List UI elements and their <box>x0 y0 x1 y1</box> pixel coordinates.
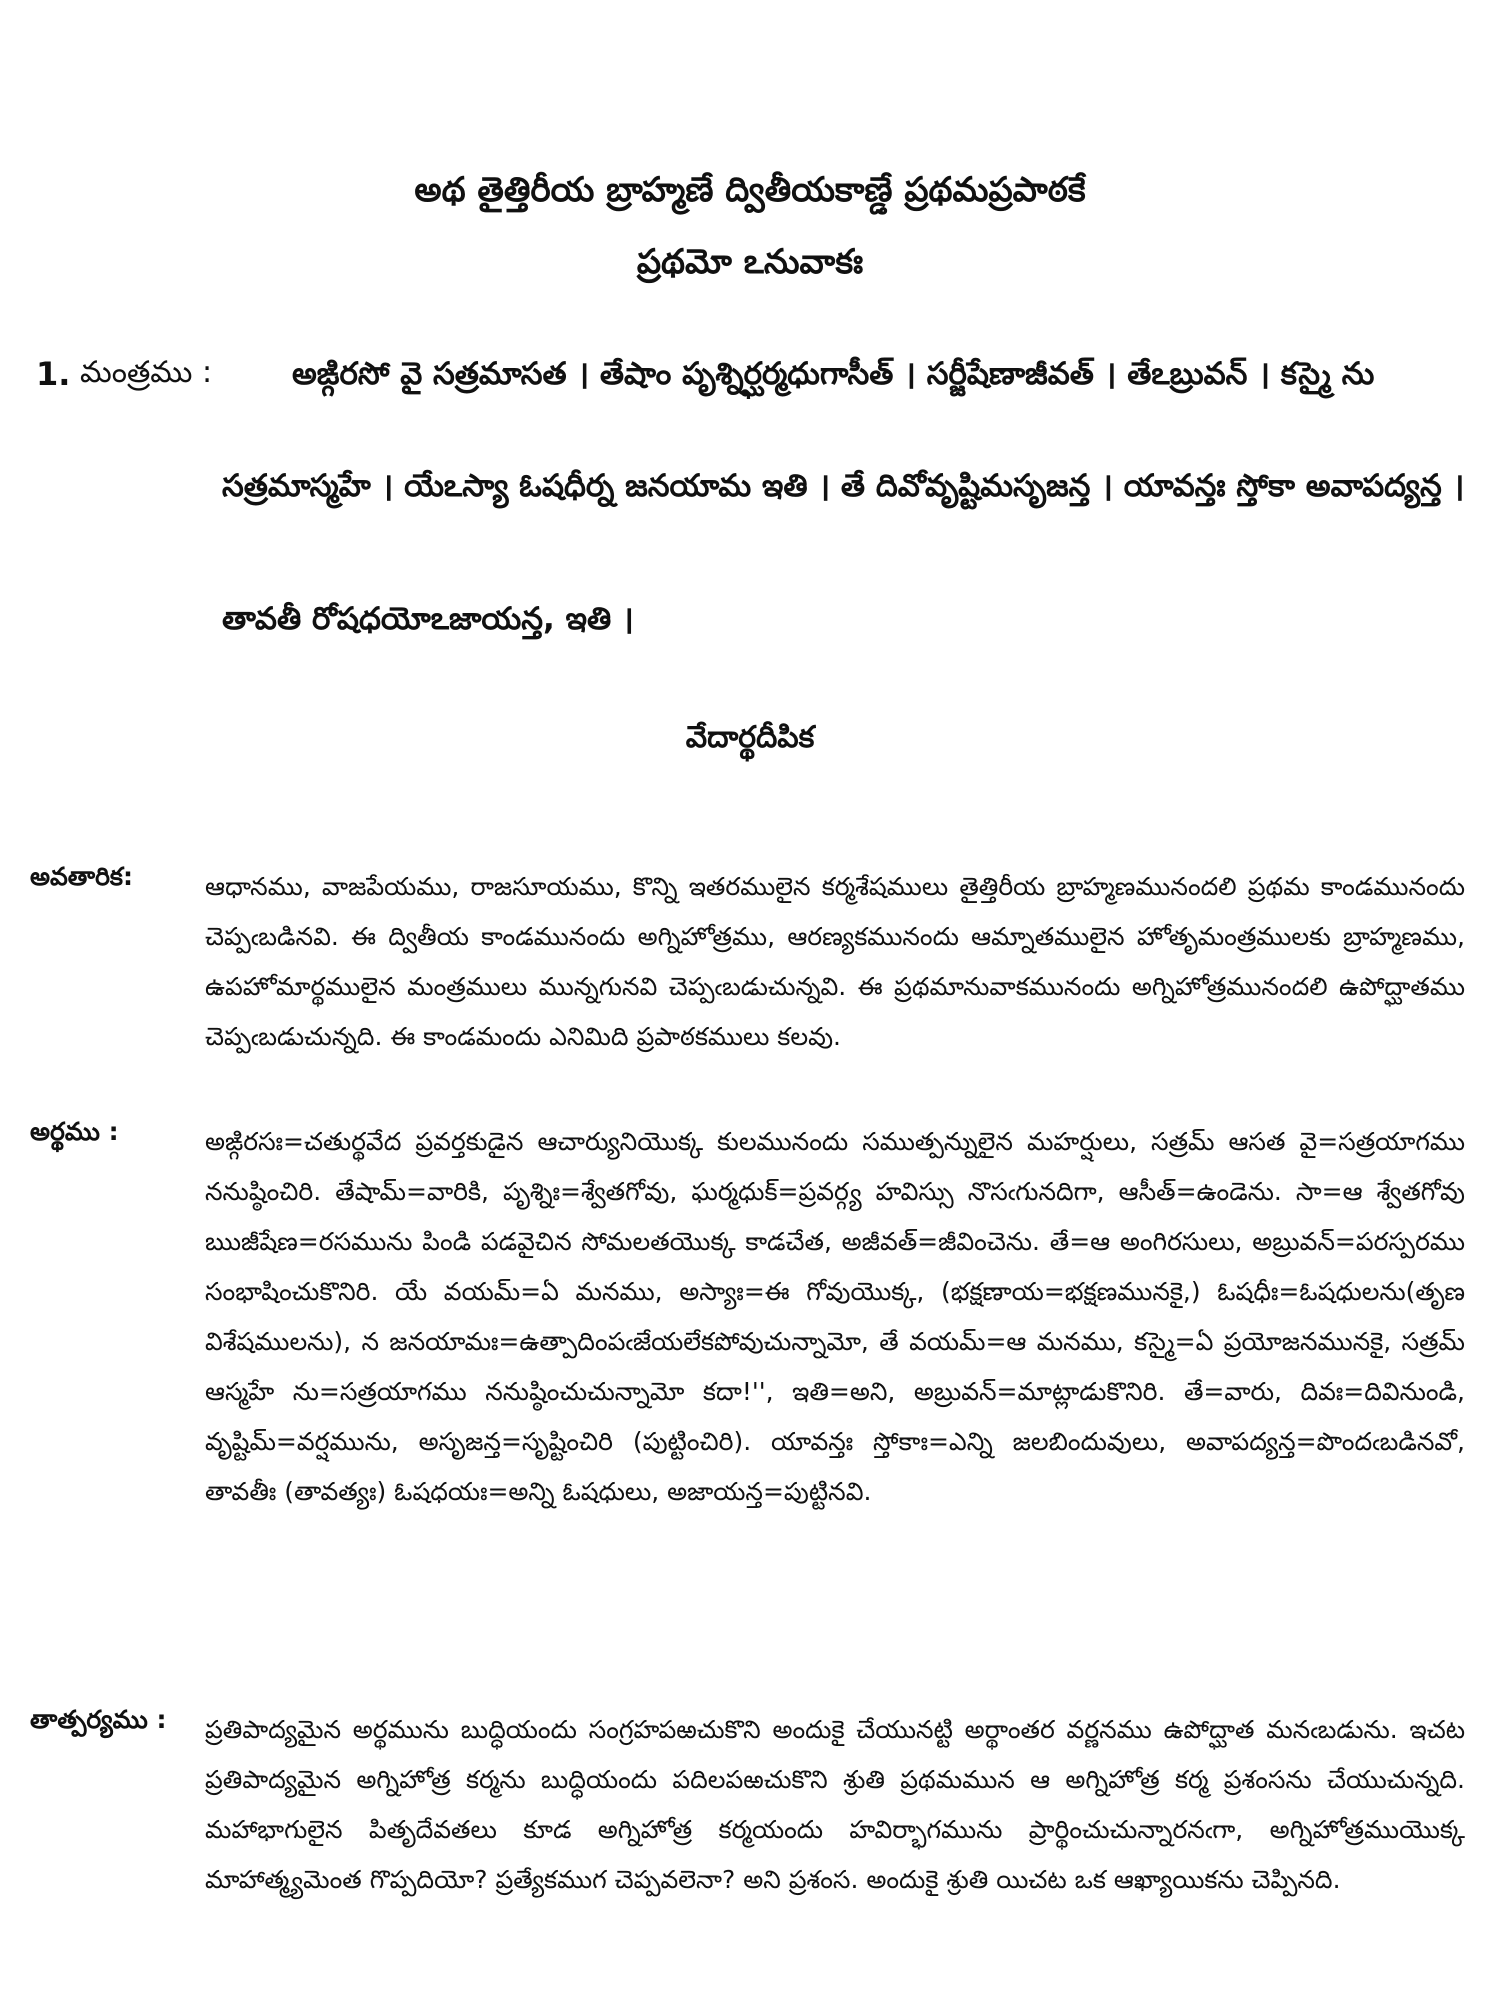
commentary-title: వేదార్థదీపిక <box>685 720 815 755</box>
mantra-number: 1. <box>36 355 71 393</box>
mantra-line: సత్రమాస్మహే । యేఽస్యా ఓషధీర్న జనయామ ఇతి । తే దివోవృష్టిమసృజన్త । యావన్తః స్తోకా అవాపద్యన్త । <box>222 468 1465 504</box>
section-text: అఙ్గిరసః=చతుర్థవేద ప్రవర్తకుడైన ఆచార్యునియొక్క కులమునందు సముత్పన్నులైన మహర్షులు, సత్రమ్ ఆసత వై=సత్రయాగము ననుష్ఠించిరి. తేషామ్=వారికి, పృశ్నిః=శ్వేతగోవు, ఘర్మధుక్=ప్రవర్గ్య హవిస్సు నొసఁగునదిగా, ఆసీత్=ఉండెను. సా=ఆ శ్వేతగోవు ఋజీషేణ=రసమును పిండి పడవైచిన సోమలతయొక్క కాడచేత, అజీవత్=జీవించెను. తే=ఆ అంగిరసులు, అబ్రువన్=పరస్పరము సంభాషించుకొనిరి. యే వయమ్=ఏ మనము, అస్యాః=ఈ గోవుయొక్క, (భక్షణాయ=భక్షణమునకై,) ఓషధీః=ఓషధులను(తృణ విశేషములను), న జనయామః=ఉత్పాదింపఁజేయలేకపోవుచున్నామో, తే వయమ్=ఆ మనము, కస్మై=ఏ ప్రయోజనమునకై, సత్రమ్ ఆస్మహే ను=సత్రయాగము ననుష్ఠించుచున్నామో కదా!'', ఇతి=అని, అబ్రువన్=మాట్లాడుకొనిరి. తే=వారు, దివః=దివినుండి, వృష్టిమ్=వర్షమును, అసృజన్త=సృష్టించిరి (పుట్టించిరి). యావన్తః స్తోకాః=ఎన్ని జలబిందువులు, అవాపద్యన్త=పొందఁబడినవో, తావతీః (తావత్యః) ఓషధయః=అన్ని ఓషధులు, అజాయన్త=పుట్టినవి. <box>205 1127 1465 1506</box>
section-text: ప్రతిపాద్యమైన అర్థమును బుద్ధియందు సంగ్రహపఱచుకొని అందుకై చేయునట్టి అర్థాంతర వర్ణనము ఉపోద్ఘాత మనఁబడును. ఇచట ప్రతిపాద్యమైన అగ్నిహోత్ర కర్మను బుద్ధియందు పదిలపఱచుకొని శ్రుతి ప్రథమమున ఆ అగ్నిహోత్ర కర్మ ప్రశంసను చేయుచున్నది. మహాభాగులైన పితృదేవతలు కూడ అగ్నిహోత్ర కర్మయందు హవిర్భాగమును ప్రార్థించుచున్నారనఁగా, అగ్నిహోత్రముయొక్క మాహాత్మ్యమెంత గొప్పదియో? ప్రత్యేకముగ చెప్పవలెనా? అని ప్రశంస. అందుకై శ్రుతి యిచట ఒక ఆఖ్యాయికను చెప్పినది. <box>205 1715 1465 1894</box>
mantra-label: మంత్రము : <box>80 355 213 390</box>
mantra-line: అఙ్గిరసో వై సత్రమాసత । తేషాం పృశ్నిర్ఘర్మధుగాసీత్ । సర్జీషేణాజీవత్ । తేఽబ్రువన్ । కస్మై ను <box>292 356 1375 392</box>
page-title: అథ తైత్తిరీయ బ్రాహ్మణే ద్వితీయకాణ్డే ప్రథమప్రపాఠకే <box>414 170 1086 210</box>
section-text: ఆధానము, వాజపేయము, రాజసూయము, కొన్ని ఇతరములైన కర్మశేషములు తైత్తిరీయ బ్రాహ్మణమునందలి ప్రథమ కాండమునందు చెప్పఁబడినవి. ఈ ద్వితీయ కాండమునందు అగ్నిహోత్రము, ఆరణ్యకమునందు ఆమ్నాతములైన హోతృమంత్రములకు బ్రాహ్మణము, ఉపహోమార్థములైన మంత్రములు మున్నగునవి చెప్పఁబడుచున్నవి. ఈ ప్రథమానువాకమునందు అగ్నిహోత్రమునందలి ఉపోద్ఘాతము చెప్పఁబడుచున్నది. ఈ కాండమందు ఎనిమిది ప్రపాఠకములు కలవు. <box>205 872 1465 1051</box>
section-label: తాత్పర్యము : <box>30 1705 167 1734</box>
mantra-line: తావతీ రోషధయోఽజాయన్త, ఇతి । <box>222 601 634 637</box>
section-label: అర్థము : <box>30 1117 119 1146</box>
page-subtitle: ప్రథమో ఽనువాకః <box>636 242 864 282</box>
section-label: అవతారిక: <box>30 862 133 891</box>
